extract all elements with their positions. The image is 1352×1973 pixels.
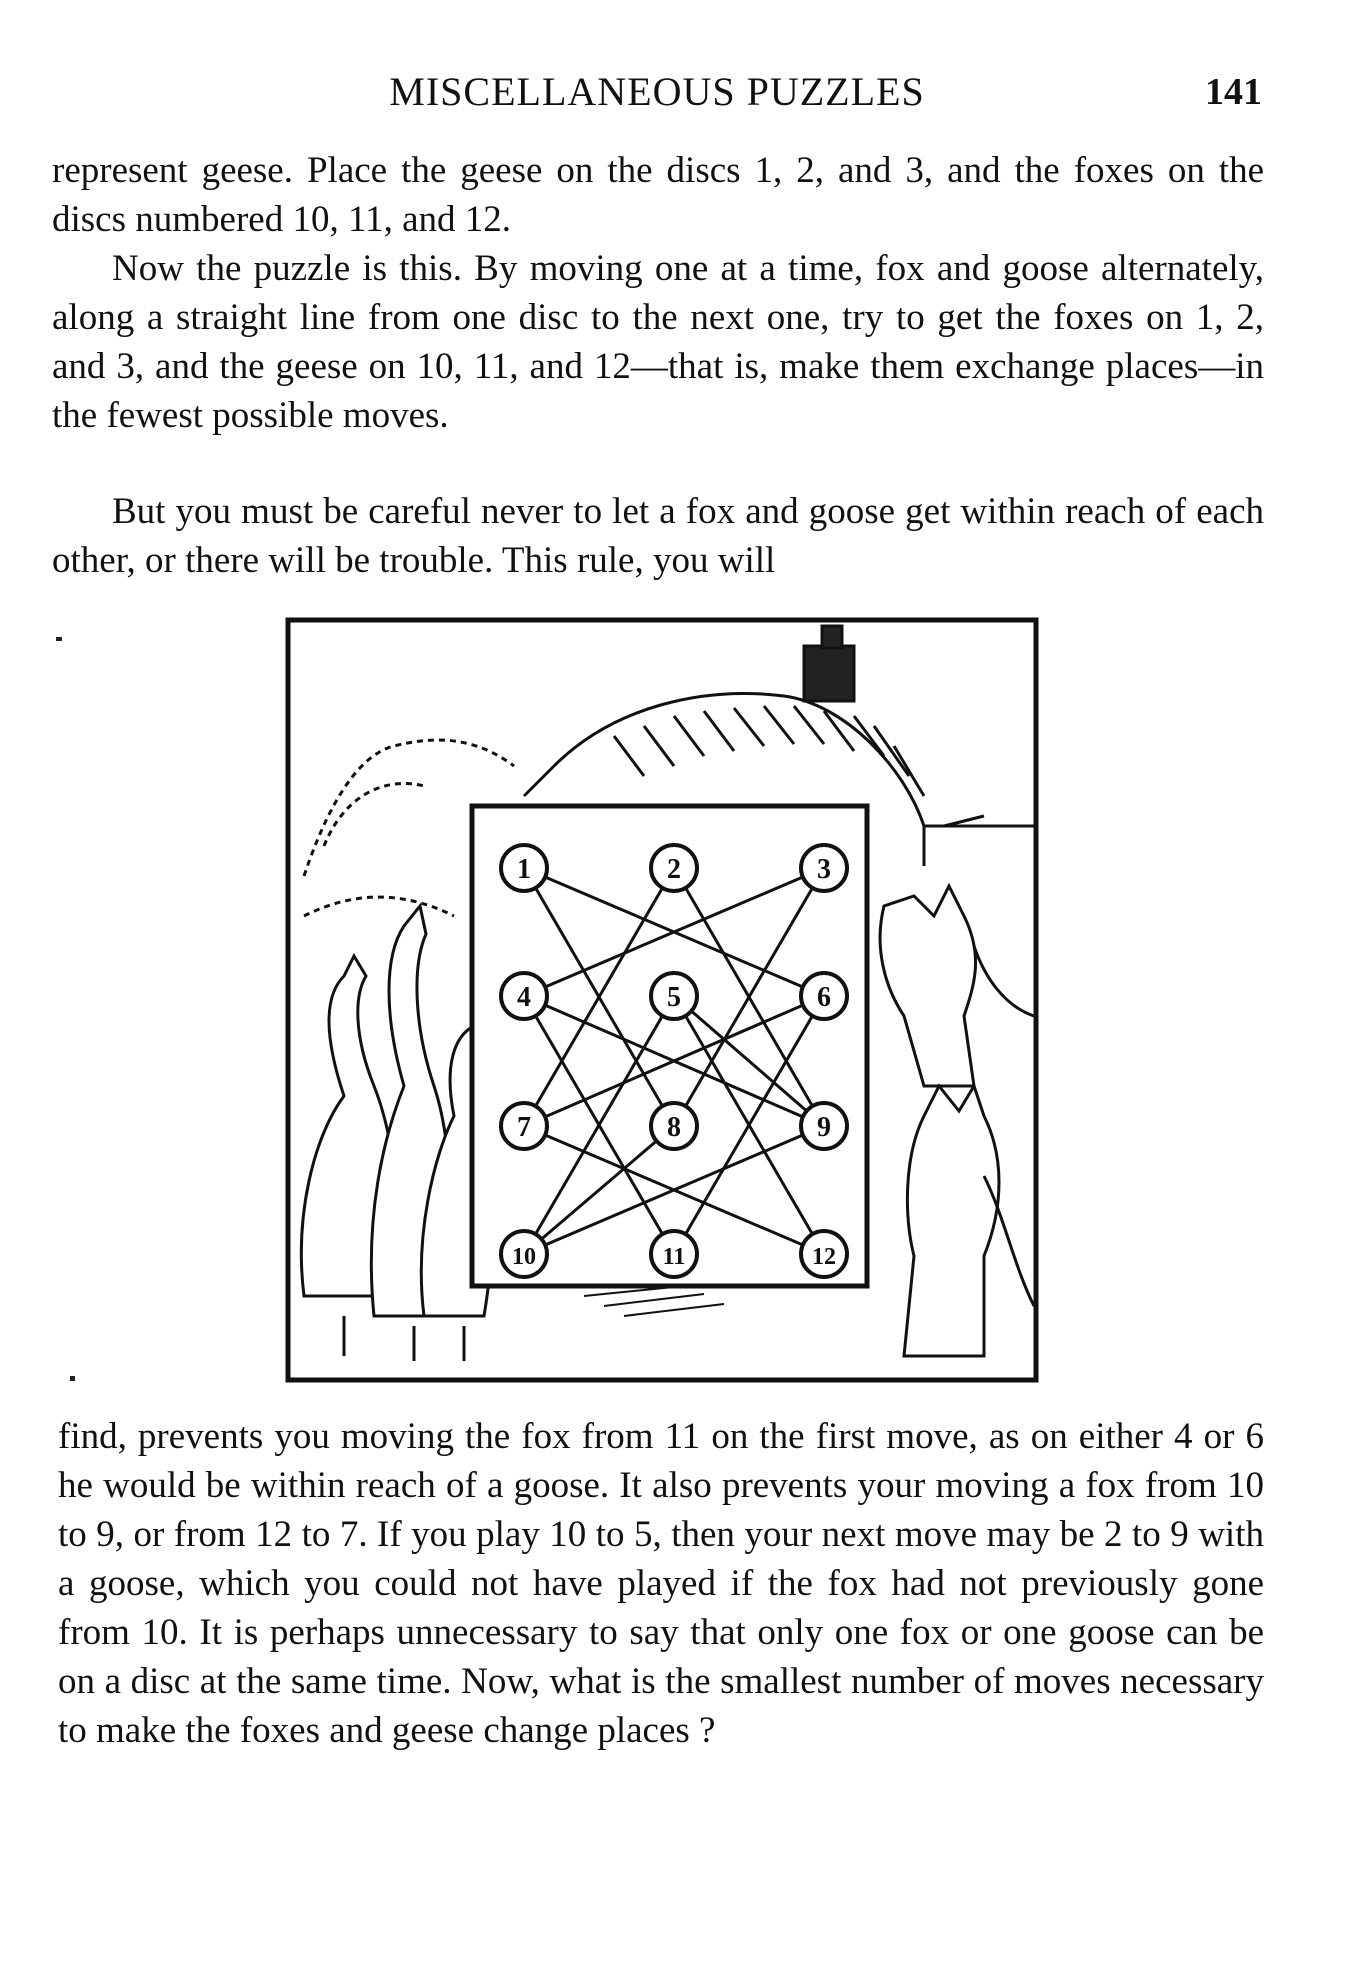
disc-label: 1 [517,854,531,885]
disc-5 [651,973,697,1019]
disc-12 [801,1231,847,1277]
disc-label: 12 [812,1244,836,1270]
disc-10 [501,1231,547,1277]
disc-label: 11 [662,1244,686,1270]
disc-6 [801,973,847,1019]
paragraph-3: But you must be careful never to let a fox and goose get within reach of each other, or there will be trouble. This rule, you will [52,491,1264,581]
disc-9 [801,1103,847,1149]
disc-11 [651,1231,697,1277]
disc-label: 9 [817,1112,831,1143]
disc-label: 8 [667,1112,681,1143]
disc-8 [651,1103,697,1149]
disc-label: 10 [512,1244,536,1270]
paragraph-1: represent geese. Place the geese on the discs 1, 2, and 3, and the foxes on the discs numbered 10, 11, and 12. [52,150,1264,240]
disc-3 [801,845,847,891]
disc-label: 5 [667,982,681,1013]
disc-label: 6 [817,982,831,1013]
paragraph-4: find, prevents you moving the fox from 11 on the first move, as on either 4 or 6 he would be within reach of a goose. It also prevents your moving a fox from 10 to 9, or from 12 to 7. If you play 10 to 5, then your next move may be 2 to 9 with a goose, which you could not have played if the fox had not previously gone from 10. It is perhaps unnecessary to say that only one fox or one goose can be on a disc at the same time. Now, what is the smallest number of moves necessary to make the foxes and geese change places ? [58,1416,1264,1751]
disc-1 [501,845,547,891]
running-head: MISCELLANEOUS PUZZLES [389,69,925,114]
disc-label: 4 [517,982,531,1013]
puzzle-illustration [284,616,1040,1384]
disc-7 [501,1103,547,1149]
disc-label: 7 [517,1112,531,1143]
page-number: 141 [1205,71,1262,113]
disc-2 [651,845,697,891]
print-speck [56,637,62,641]
print-speck [70,1376,75,1381]
page-header [52,62,1262,122]
disc-label: 2 [667,854,681,885]
paragraph-2: Now the puzzle is this. By moving one at a time, fox and goose alternately, along a straight line from one disc to the next one, try to get the foxes on 1, 2, and 3, and the geese on 10, 11, and 12—that is, make them exchange places—in the fewest possible moves. [52,248,1264,436]
disc-label: 3 [817,854,831,885]
disc-4 [501,973,547,1019]
